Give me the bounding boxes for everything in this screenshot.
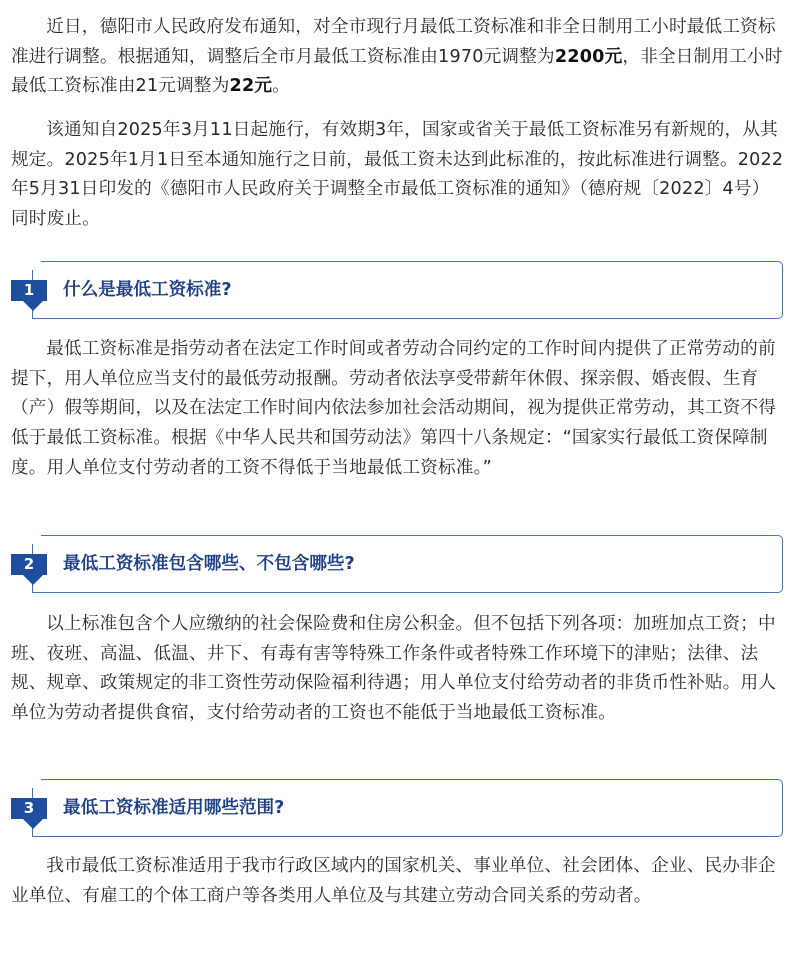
section-number-badge: 2: [11, 554, 47, 575]
intro-text: 近日，德阳市人民政府发布通知，对全市现行月最低工资标准和非全日制用工小时最低工资标准进行调整。根据通知，调整后全市月最低工资标准由1970元调整为: [11, 17, 776, 67]
section-2-heading: [11, 535, 783, 595]
section-number-badge: 3: [11, 798, 47, 819]
section-title: 最低工资标准适用哪些范围?: [63, 798, 285, 818]
section-3-heading: [11, 779, 783, 839]
section-title: 什么是最低工资标准?: [63, 280, 232, 300]
intro-paragraph-1: [11, 13, 787, 102]
section-title: 最低工资标准包含哪些、不包含哪些?: [63, 554, 355, 574]
section-1-body: 最低工资标准是指劳动者在法定工作时间或者劳动合同约定的工作时间内提供了正常劳动的前提下，用人单位应当支付的最低劳动报酬。劳动者依法享受带薪年休假、探亲假、婚丧假、生育（产）假等期间，以及在法定工作时间内依法参加社会活动期间，视为提供正常劳动，其工资不得低于最低工资标准。根据《中华人民共和国劳动法》第四十八条规定：“国家实行最低工资保障制度。用人单位支付劳动者的工资不得低于当地最低工资标准。”: [11, 339, 777, 478]
intro-text: ，非全日制用工小时最低工资标准由21元调整为: [11, 46, 783, 97]
monthly-wage-highlight: 2200元: [554, 46, 623, 67]
section-number-badge: 1: [11, 280, 47, 301]
intro-text: 。: [272, 76, 291, 97]
intro-paragraph-2: 该通知自2025年3月11日起施行，有效期3年，国家或省关于最低工资标准另有新规的，从其规定。2025年1月1日至本通知施行之日前，最低工资未达到此标准的，按此标准进行调整。2022年5月31日印发的《德阳市人民政府关于调整全市最低工资标准的通知》（德府规〔2022〕4号）同时废止。: [11, 120, 784, 230]
section-2-body: 以上标准包含个人应缴纳的社会保险费和住房公积金。但不包括下列各项：加班加点工资；中班、夜班、高温、低温、井下、有毒有害等特殊工作条件或者特殊工作环境下的津贴；法律、法规、规章、政策规定的非工资性劳动保险福利待遇；用人单位支付给劳动者的非货币性补贴。用人单位为劳动者提供食宿，支付给劳动者的工资也不能低于当地最低工资标准。: [11, 614, 777, 724]
section-1-heading: [11, 261, 783, 321]
section-3-body: 我市最低工资标准适用于我市行政区域内的国家机关、事业单位、社会团体、企业、民办非企业单位、有雇工的个体工商户等各类用人单位及与其建立劳动合同关系的劳动者。: [11, 856, 776, 906]
hourly-wage-highlight: 22元: [229, 76, 273, 97]
